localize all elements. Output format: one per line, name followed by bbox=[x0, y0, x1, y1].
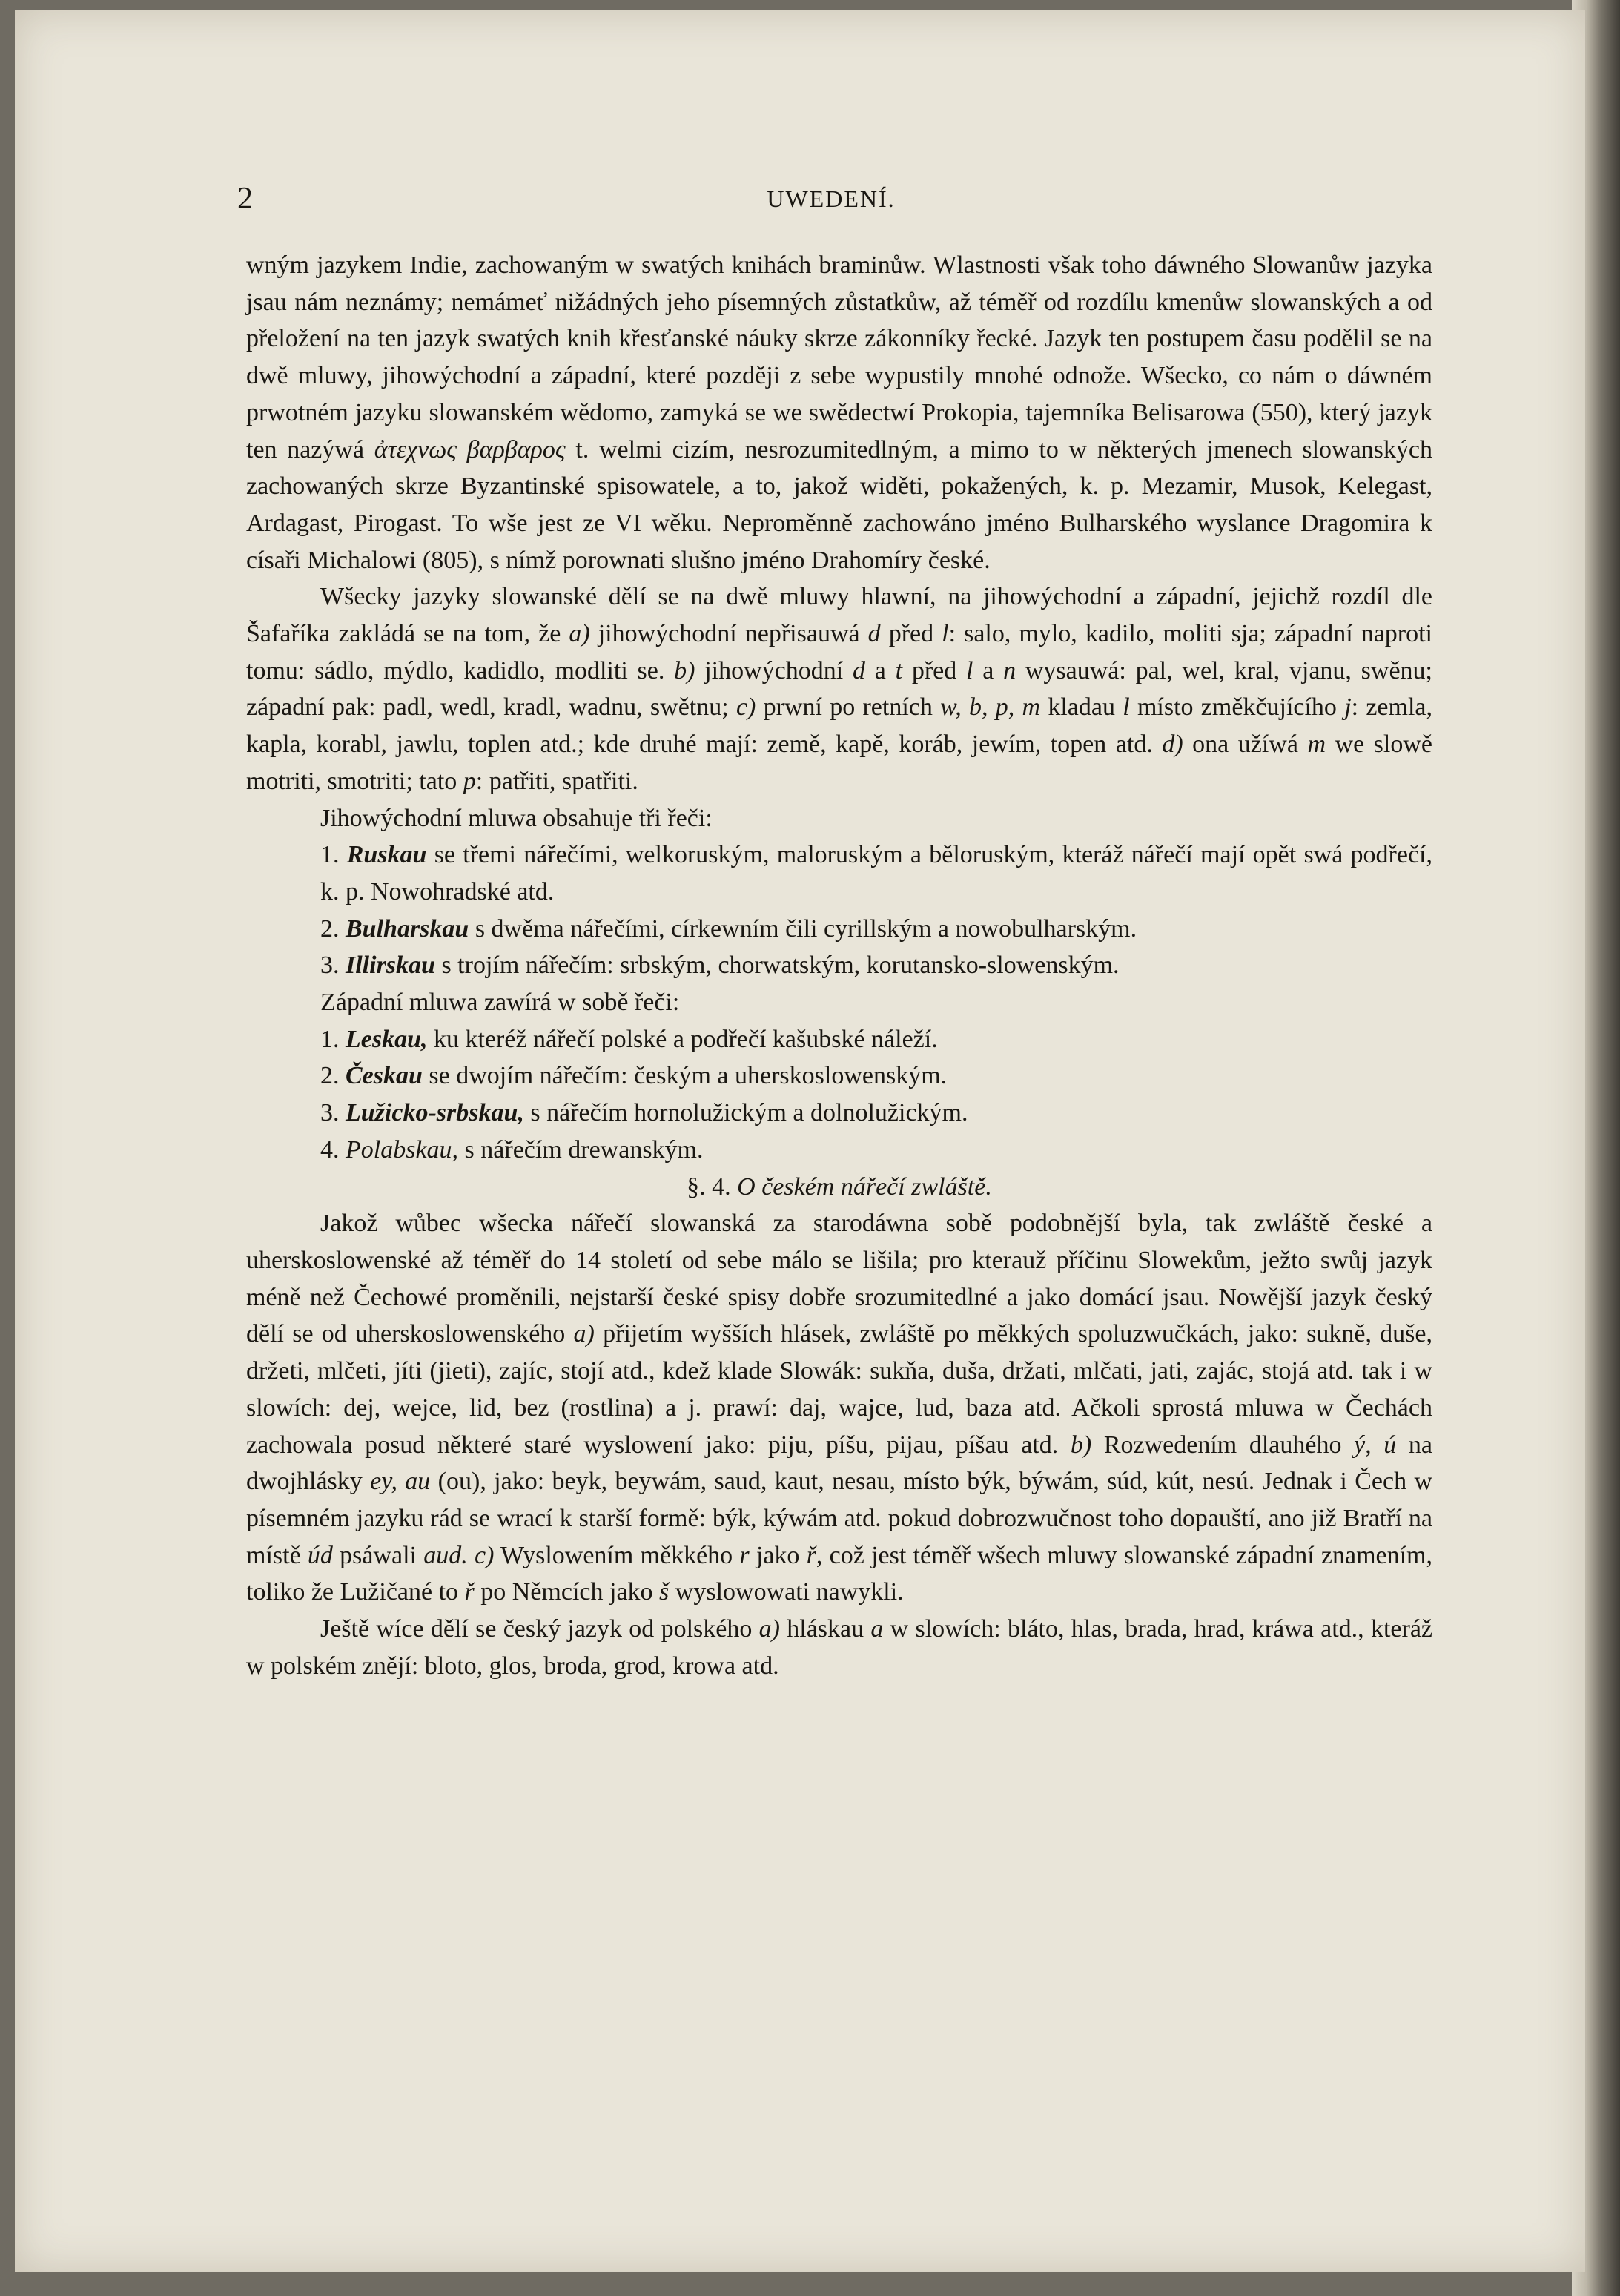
list-item: 3. Lužicko-srbskau, s nářečím hornolužickým a dolnolužickým. bbox=[320, 1099, 968, 1127]
list-item: 1. Leskau, ku kteréž nářečí polské a podřečí kašubské náleží. bbox=[320, 1025, 938, 1053]
list-item: 4. Polabskau, s nářečím drewanským. bbox=[320, 1135, 704, 1164]
paragraph-continuation: wným jazykem Indie, zachowaným w swatých knihách braminůw. Wlastnosti však toho dáwného Slowanůw jazyka jsau nám neznámy; nemámeť nižádných jeho písemných zůstatkůw, až téměř od rozdílu kmenůw slowanských a od přeložení na ten jazyk swatých knih křesťanské náuky skrze zákonníky řecké. Jazyk ten postupem času podělil se na dwě mluwy, jihowýchodní a západní, které později z sebe wypustily mnohé odnože. Wšecko, co nám o dáwném prwotném jazyku slowanském wědomo, zamyká se we swědectwí Prokopia, tajemníka Belisarowa (550), který jazyk ten nazýwá ἀτεχνως βαρβαρος t. welmi cizím, nesrozumitedlným, a mimo to w některých jmenech slowanských zachowaných skrze Byzantinské spisowatele, a to, jakož widěti, pokažených, k. p. Mezamir, Musok, Kelegast, Ardagast, Pirogast. To wše jest ze VI wěku. Neproměnně zachowáno jméno Bulharského wyslance Dragomira k císaři Michalowi (805), s nímž porownati slušno jméno Drahomíry české. bbox=[246, 251, 1432, 574]
page-header bbox=[231, 181, 1431, 218]
paragraph-language-division: Wšecky jazyky slowanské dělí se na dwě mluwy hlawní, na jihowýchodní a západní, jejichž rozdíl dle Šafaříka zakládá se na tom, že a) jihowýchodní nepřisauwá d před l: salo, mylo, kadilo, moliti sja; západní naproti tomu: sádlo, mýdlo, kadidlo, modliti se. b) jihowýchodní d a t před l a n wysauwá: pal, wel, kral, vjanu, swěnu; západní pak: padl, wedl, kradl, wadnu, swětnu; c) prwní po retních w, b, p, m kladau l místo změkčujícího j: zemla, kapla, korabl, jawlu, toplen atd.; kde druhé mají: země, kapě, koráb, jewím, topen atd. d) ona užíwá m we slowě motriti, smotriti; tato p: patřiti, spatřiti. bbox=[246, 583, 1433, 795]
list-item: 3. Illirskau s trojím nářečím: srbským, chorwatským, korutansko-slowenským. bbox=[320, 951, 1120, 980]
paragraph-west-intro: Západní mluwa zawírá w sobě řeči: bbox=[320, 989, 680, 1017]
paragraph-czech-dialect: Jakož wůbec wšecka nářečí slowanská za starodáwna sobě podobnější byla, tak zwláště české a uherskoslowenské až téměř do 14 století od sebe málo se lišila; pro kterauž příčinu Slowekům, ježto swůj jazyk méně než Čechowé proměnili, nejstarší české spisy dobře srozumitedlné a jako domácí jsau. Nowější jazyk český dělí se od uherskoslowenského a) přijetím wyšších hlásek, zwláště po měkkých spoluzwučkách, jako: sukně, duše, držeti, mlčeti, jíti (jieti), zajíc, stojí atd., kdež klade Slowák: sukňa, duša, držati, mlčati, jati, zajác, stojá atd. tak i w slowích: dej, wejce, lid, bez (rostlina) a j. prawí: daj, wajce, lud, baza atd. Ačkoli sprostá mluwa w Čechách zachowala posud některé staré wyslowení jako: piju, píšu, pijau, píšau atd. b) Rozwedením dlauhého ý, ú na dwojhlásky ey, au (ou), jako: beyk, beywám, saud, kaut, nesau, místo býk, býwám, súd, kút, nesú. Jednak i Čech w písemném jazyku rád se wrací k starší formě: býk, kýwám atd. pokud dobrozwučnost toho dopauští, ano již Bratří na místě úd psáwali aud. c) Wyslowením měkkého r jako ř, což jest téměř wšech mluwy slowanské západní znamením, toliko že Lužičané to ř po Němcích jako š wyslowowati nawykli. bbox=[246, 1210, 1433, 1606]
paragraph-southeast-intro: Jihowýchodní mluwa obsahuje tři řeči: bbox=[320, 804, 713, 832]
list-item: 2. Bulharskau s dwěma nářečími, církewním čili cyrillským a nowobulharským. bbox=[320, 914, 1137, 943]
paragraph-polish-difference: Ještě wíce dělí se český jazyk od polského a) hláskau a w slowích: bláto, hlas, brada, hrad, kráwa atd., kteráž w polském znějí: bloto, glos, broda, grod, krowa atd. bbox=[246, 1615, 1432, 1680]
running-head: UWEDENÍ. bbox=[767, 185, 896, 212]
page-body bbox=[246, 247, 1432, 1684]
greek-term: ἀτεχνως βαρβαρος bbox=[374, 435, 566, 464]
section-heading: §. 4. O českém nářečí zwláště. bbox=[687, 1172, 992, 1201]
list-item: 1. Ruskau se třemi nářečími, welkoruským, maloruským a běloruským, kteráž nářečí mají opět swá podřečí, k. p. Nowohradské atd. bbox=[320, 841, 1432, 905]
list-item: 2. Českau se dwojím nářečím: českým a uherskoslowenským. bbox=[320, 1062, 948, 1090]
page-number: 2 bbox=[237, 182, 253, 216]
